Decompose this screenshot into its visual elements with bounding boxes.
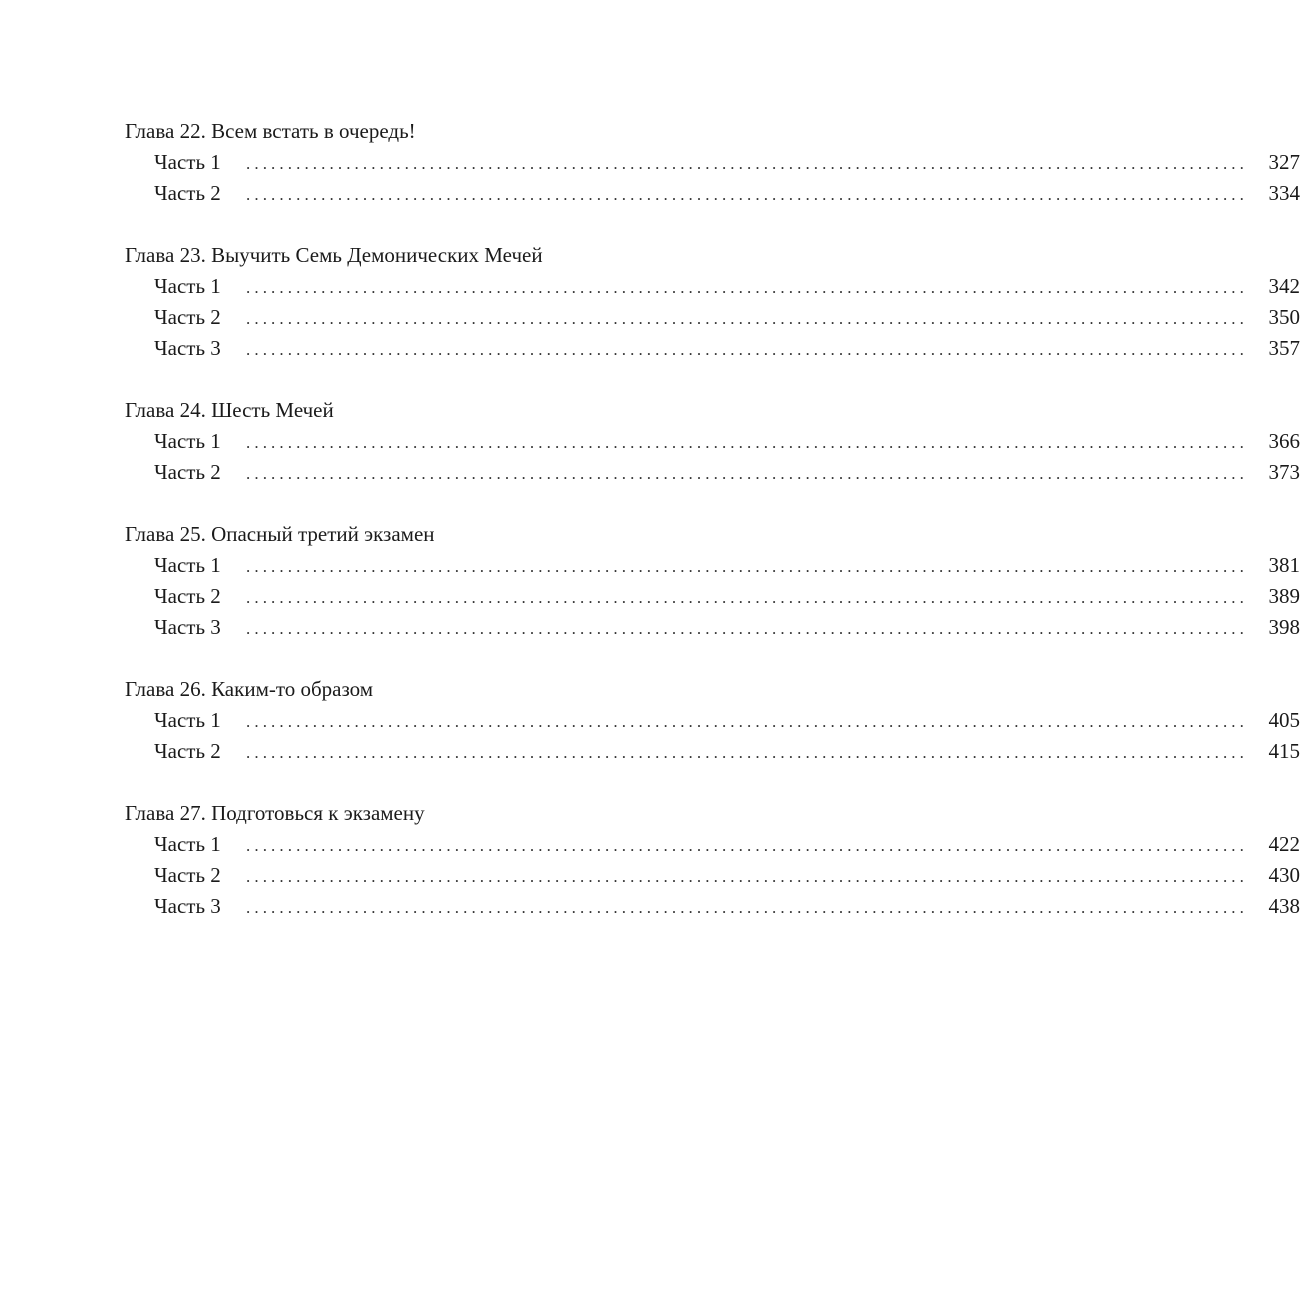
dot-leader: ........................................................................................................................ [246,278,1248,297]
dot-leader: ........................................................................................................................ [246,340,1248,359]
part-label: Часть 1 [154,274,221,298]
chapter-title: Глава 27. Подготовься к экзамену [125,801,425,825]
part-entry [125,705,1300,736]
dot-leader: ........................................................................................................................ [246,867,1248,886]
page-number: 398 [1268,615,1300,639]
part-entry [125,426,1300,457]
chapter-title: Глава 26. Каким-то образом [125,677,374,701]
page-number: 389 [1268,584,1300,608]
dot-leader: ........................................................................................................................ [246,557,1248,576]
page-number: 350 [1268,305,1300,329]
page-number: 327 [1268,150,1300,174]
part-entry [125,581,1300,612]
page-number: 357 [1268,336,1300,360]
page-number: 342 [1268,274,1300,298]
part-entry [125,891,1300,922]
dot-leader: ........................................................................................................................ [246,309,1248,328]
part-label: Часть 2 [154,460,221,484]
part-label: Часть 3 [154,336,221,360]
part-entry [125,271,1300,302]
part-label: Часть 2 [154,181,221,205]
page-number: 430 [1268,863,1300,887]
part-label: Часть 1 [154,553,221,577]
dot-leader: ........................................................................................................................ [246,898,1248,917]
dot-leader: ........................................................................................................................ [246,464,1248,483]
part-label: Часть 2 [154,863,221,887]
part-label: Часть 2 [154,739,221,763]
dot-leader: ........................................................................................................................ [246,154,1248,173]
chapter-25 [125,519,1300,643]
chapter-26 [125,674,1300,767]
table-of-contents [125,116,1300,953]
dot-leader: ........................................................................................................................ [246,743,1248,762]
page-number: 366 [1268,429,1300,453]
dot-leader: ........................................................................................................................ [246,185,1248,204]
page-number: 415 [1268,739,1300,763]
part-label: Часть 3 [154,894,221,918]
page-number: 373 [1268,460,1300,484]
dot-leader: ........................................................................................................................ [246,836,1248,855]
chapter-23 [125,240,1300,364]
dot-leader: ........................................................................................................................ [246,588,1248,607]
part-entry [125,736,1300,767]
part-label: Часть 2 [154,305,221,329]
part-entry [125,550,1300,581]
chapter-title: Глава 24. Шесть Мечей [125,398,334,422]
dot-leader: ........................................................................................................................ [246,619,1248,638]
part-entry [125,612,1300,643]
chapter-title: Глава 25. Опасный третий экзамен [125,522,435,546]
part-entry [125,333,1300,364]
dot-leader: ........................................................................................................................ [246,433,1248,452]
dot-leader: ........................................................................................................................ [246,712,1248,731]
page-number: 422 [1268,832,1300,856]
part-entry [125,457,1300,488]
chapter-title: Глава 22. Всем встать в очередь! [125,119,416,143]
part-label: Часть 1 [154,832,221,856]
part-label: Часть 1 [154,150,221,174]
part-label: Часть 1 [154,708,221,732]
part-entry [125,178,1300,209]
chapter-22 [125,116,1300,209]
page-number: 438 [1268,894,1300,918]
part-entry [125,860,1300,891]
part-label: Часть 3 [154,615,221,639]
part-label: Часть 2 [154,584,221,608]
part-entry [125,147,1300,178]
page-number: 334 [1268,181,1300,205]
chapter-27 [125,798,1300,922]
page-number: 381 [1268,553,1300,577]
part-entry [125,302,1300,333]
chapter-title: Глава 23. Выучить Семь Демонических Мечей [125,243,543,267]
chapter-24 [125,395,1300,488]
part-entry [125,829,1300,860]
page-number: 405 [1268,708,1300,732]
part-label: Часть 1 [154,429,221,453]
